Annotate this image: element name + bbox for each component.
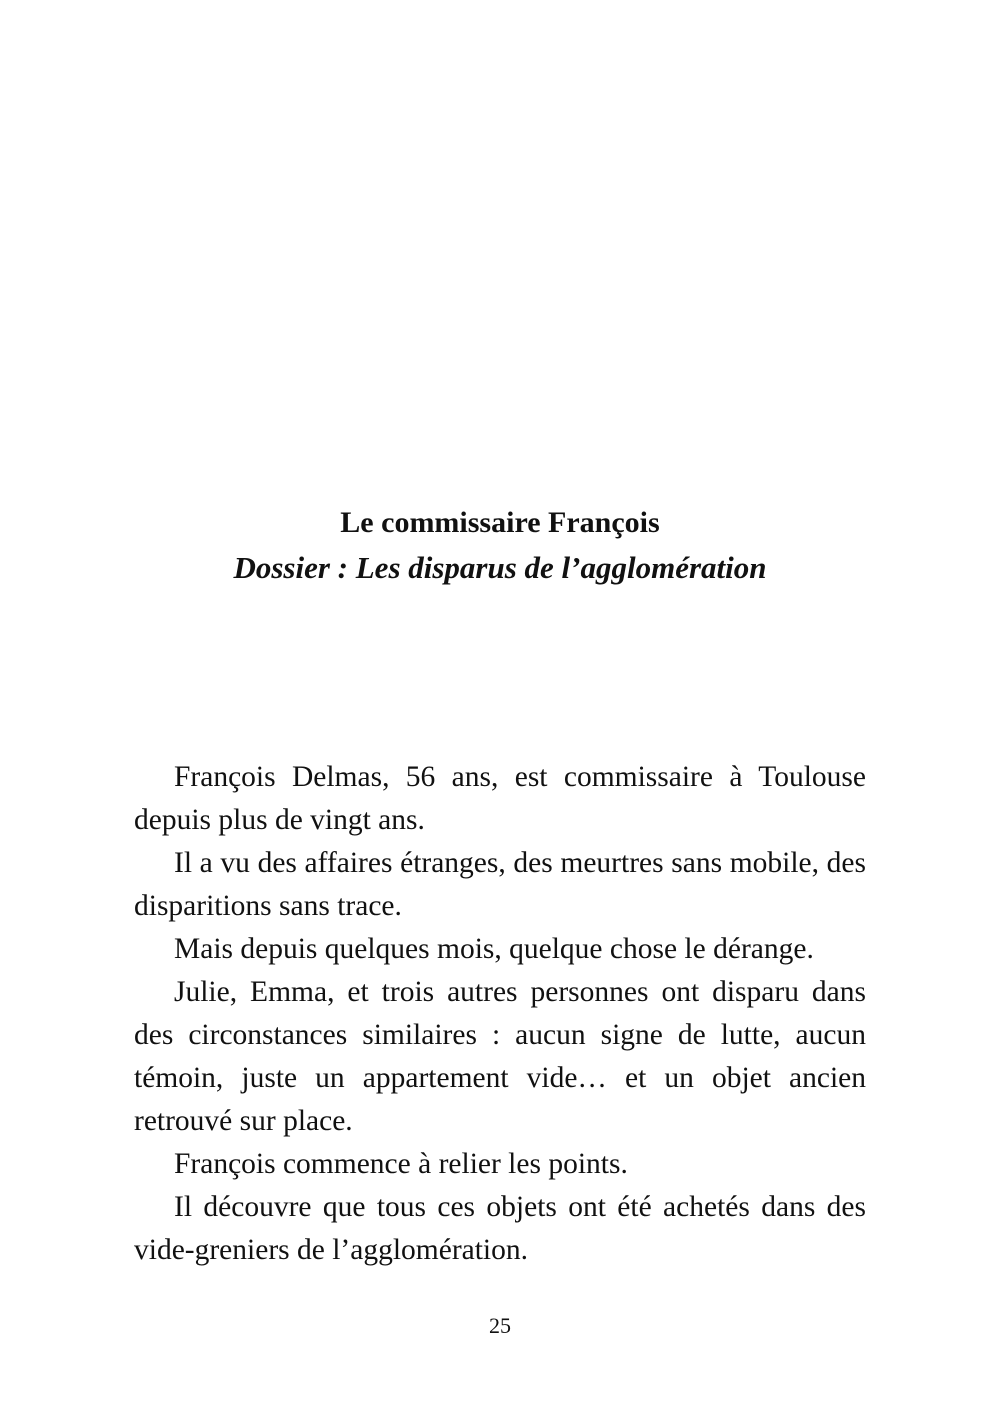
chapter-subtitle: Dossier : Les disparus de l’agglomération bbox=[233, 550, 767, 585]
paragraph: François Delmas, 56 ans, est commissaire à Toulouse depuis plus de vingt ans. bbox=[134, 761, 866, 836]
page-number: 25 bbox=[489, 1313, 511, 1338]
paragraph: Mais depuis quelques mois, quelque chose le dérange. bbox=[174, 933, 814, 965]
body-text bbox=[134, 756, 866, 1272]
paragraph: François commence à relier les points. bbox=[174, 1148, 628, 1180]
paragraph: Il a vu des affaires étranges, des meurtres sans mobile, des disparitions sans trace. bbox=[134, 847, 866, 922]
paragraph: Il découvre que tous ces objets ont été achetés dans des vide-greniers de l’agglomération. bbox=[134, 1191, 866, 1266]
chapter-title: Le commissaire François bbox=[340, 506, 660, 539]
paragraph: Julie, Emma, et trois autres personnes ont disparu dans des circonstances similaires : aucun signe de lutte, aucun témoin, juste un appartement vide… et un objet ancien retrouvé sur place. bbox=[134, 976, 866, 1137]
